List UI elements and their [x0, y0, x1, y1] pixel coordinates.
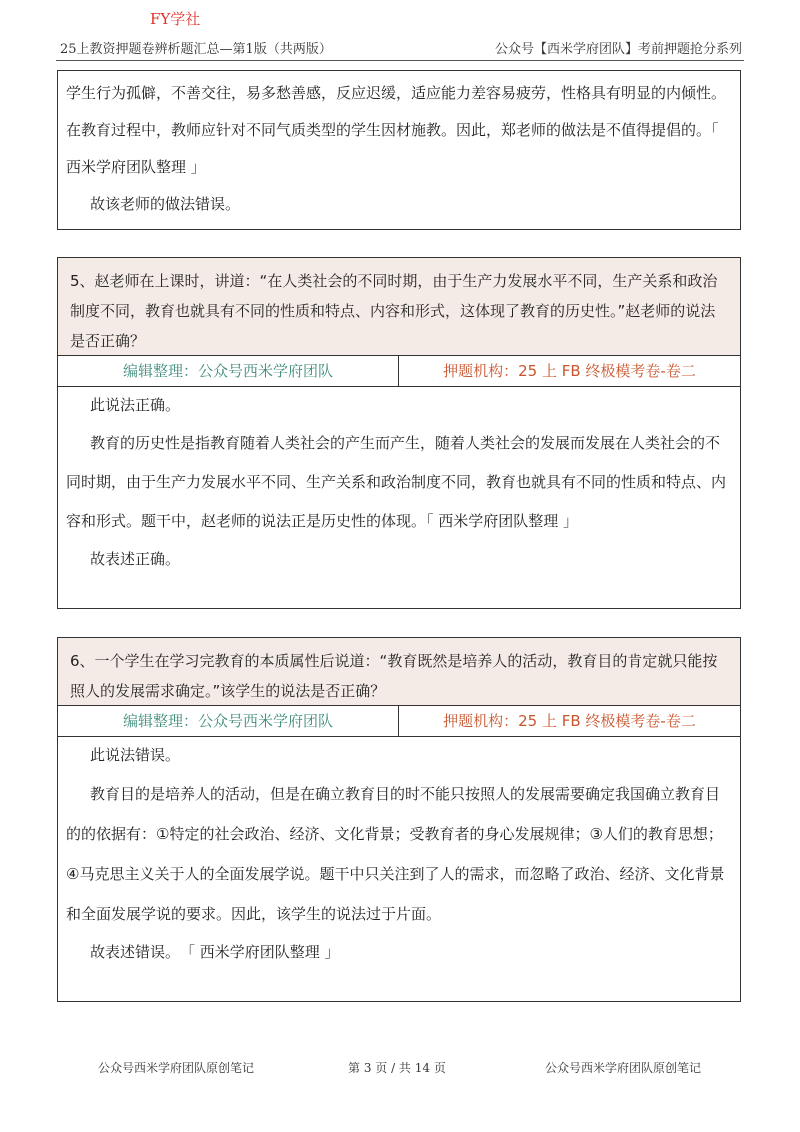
- footer-left: 公众号西米学府团队原创笔记: [98, 1061, 255, 1075]
- question-meta: [58, 356, 740, 387]
- answer-conclusion: 故表述正确。: [90, 550, 181, 568]
- answer-verdict: 此说法错误。: [90, 746, 181, 764]
- source-label: 押题机构：25 上 FB 终极模考卷-卷二: [443, 362, 696, 380]
- answer-explanation: 教育目的是培养人的活动，但是在确立教育目的时不能只按照人的发展需要确定我国确立教育目的的依据有：①特定的社会政治、经济、文化背景；受教育者的身心发展规律；③人们的教育思想；④马克思主义关于人的全面发展学说。题干中只关注到了人的需求，而忽略了政治、经济、文化背景和全面发展学说的要求。因此，该学生的说法过于片面。: [66, 785, 725, 923]
- answer-conclusion: 故该老师的做法错误。: [90, 195, 241, 213]
- page-number: 第 3 页 / 共 14 页: [348, 1061, 446, 1075]
- header-series: 公众号【西米学府团队】考前押题抢分系列: [494, 42, 742, 57]
- question-text: 6、一个学生在学习完教育的本质属性后说道：“教育既然是培养人的活动，教育目的肯定就只能按照人的发展需求确定。”该学生的说法是否正确？: [58, 638, 740, 706]
- editor-label: 编辑整理：公众号西米学府团队: [58, 706, 399, 736]
- header-title: 25上教资押题卷辨析题汇总—第1版（共两版）: [60, 42, 332, 57]
- answer-paragraph: 学生行为孤僻，不善交往，易多愁善感，反应迟缓，适应能力差容易疲劳，性格具有明显的内倾性。在教育过程中，教师应针对不同气质类型的学生因材施教。因此，郑老师的做法是不值得提倡的。「 西米学府团队整理 」: [66, 84, 727, 176]
- answer-conclusion: 故表述错误。 「 西米学府团队整理 」: [90, 943, 340, 961]
- question-card-5: [57, 257, 741, 609]
- header-divider: [56, 60, 744, 61]
- answer-body: [58, 71, 740, 229]
- question-text: 5、赵老师在上课时，讲道：“在人类社会的不同时期，由于生产力发展水平不同，生产关系和政治制度不同，教育也就具有不同的性质和特点、内容和形式，这体现了教育的历史性。”赵老师的说法是否正确？: [58, 258, 740, 356]
- answer-body: [58, 387, 740, 584]
- watermark-stamp: FY学社: [150, 10, 201, 28]
- answer-explanation: 教育的历史性是指教育随着人类社会的产生而产生，随着人类社会的发展而发展在人类社会的不同时期，由于生产力发展水平不同、生产关系和政治制度不同，教育也就具有不同的性质和特点、内容和形式。题干中，赵老师的说法正是历史性的体现。「 西米学府团队整理 」: [66, 434, 727, 530]
- question-meta: [58, 706, 740, 737]
- source-label: 押题机构：25 上 FB 终极模考卷-卷二: [443, 712, 696, 730]
- question-card-6: [57, 637, 741, 1002]
- answer-body: [58, 737, 740, 977]
- editor-label: 编辑整理：公众号西米学府团队: [58, 356, 399, 386]
- answer-block-continued: [57, 70, 741, 230]
- answer-verdict: 此说法正确。: [90, 396, 181, 414]
- footer-right: 公众号西米学府团队原创笔记: [545, 1061, 702, 1075]
